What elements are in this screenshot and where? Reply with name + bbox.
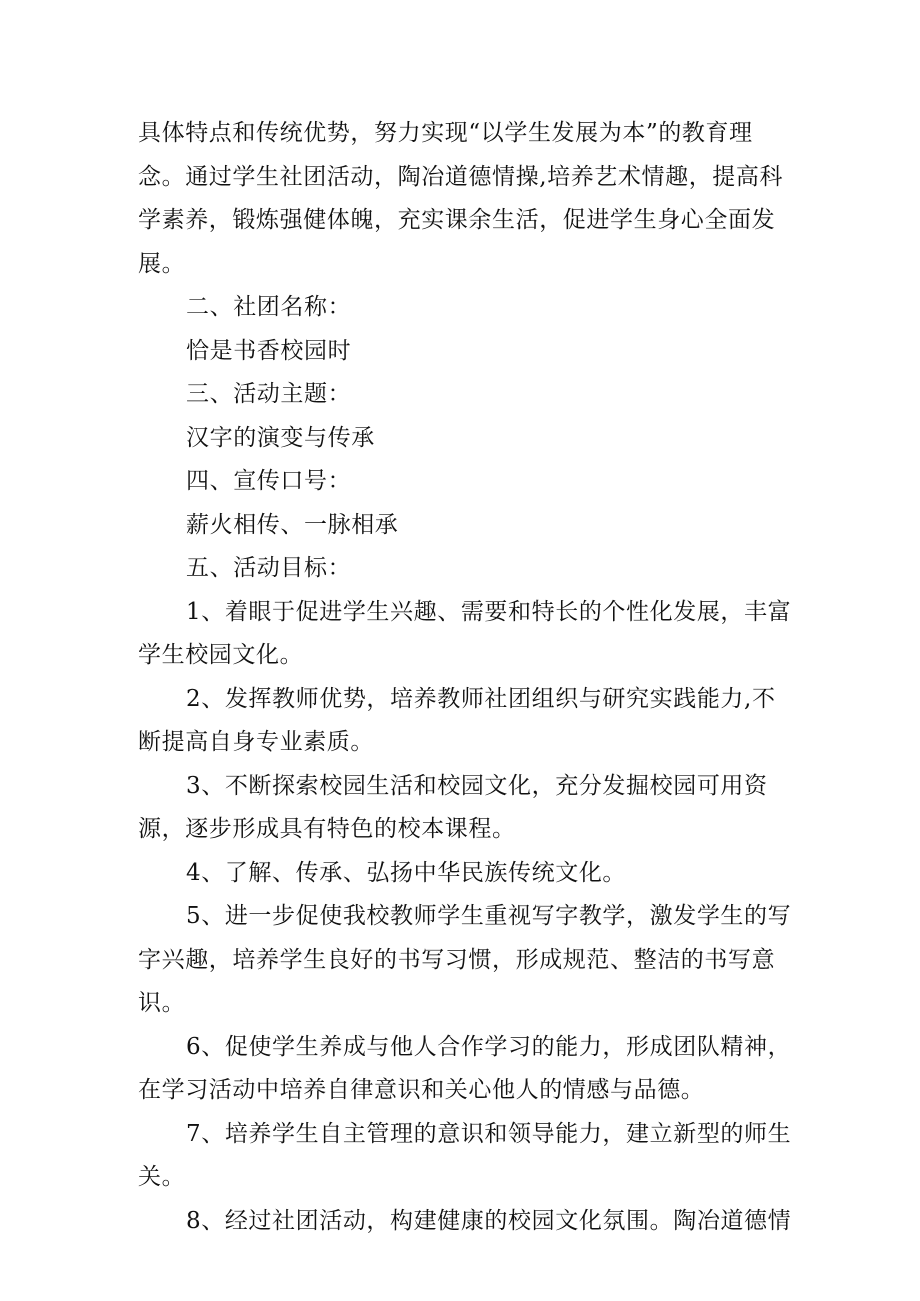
goal-item-4: 4、了解、传承、弘扬中华民族传统文化。 xyxy=(186,859,627,886)
activity-theme-value: 汉字的演变与传承 xyxy=(186,424,375,451)
slogan-value: 薪火相传、一脉相承 xyxy=(186,511,399,538)
heading-slogan: 四、宣传口号： xyxy=(186,468,352,494)
goal-item-2: 2、发挥教师优势，培养教师社团组织与研究实践能力,不断提高自身专业素质。 xyxy=(138,685,776,755)
goal-item-1: 1、着眼于促进学生兴趣、需要和特长的个性化发展，丰富学生校园文化。 xyxy=(138,598,792,668)
heading-club-name: 二、社团名称： xyxy=(186,294,352,320)
heading-goals: 五、活动目标： xyxy=(186,555,352,581)
goal-item-3: 3、不断探索校园生活和校园文化，充分发掘校园可用资源，逐步形成具有特色的校本课程。 xyxy=(138,772,768,842)
paragraph-intro: 具体特点和传统优势，努力实现“以学生发展为本”的教育理念。通过学生社团活动，陶冶道德情操,培养艺术情趣，提高科学素养，锻炼强健体魄，充实课余生活，促进学生身心全面发展。 xyxy=(138,120,784,277)
club-name-value: 恰是书香校园时 xyxy=(186,337,352,364)
goal-item-8: 8、经过社团活动，构建健康的校园文化氛围。陶冶道德情 xyxy=(186,1207,792,1234)
heading-activity-theme: 三、活动主题： xyxy=(186,381,352,407)
goal-item-6: 6、促使学生养成与他人合作学习的能力，形成团队精神，在学习活动中培养自律意识和关心他人的情感与品德。 xyxy=(138,1033,792,1103)
goal-item-7: 7、培养学生自主管理的意识和领导能力，建立新型的师生关。 xyxy=(138,1120,792,1190)
document-body xyxy=(138,112,798,1243)
goal-item-5: 5、进一步促使我校教师学生重视写字教学，激发学生的写字兴趣，培养学生良好的书写习惯，形成规范、整洁的书写意识。 xyxy=(138,903,792,1016)
